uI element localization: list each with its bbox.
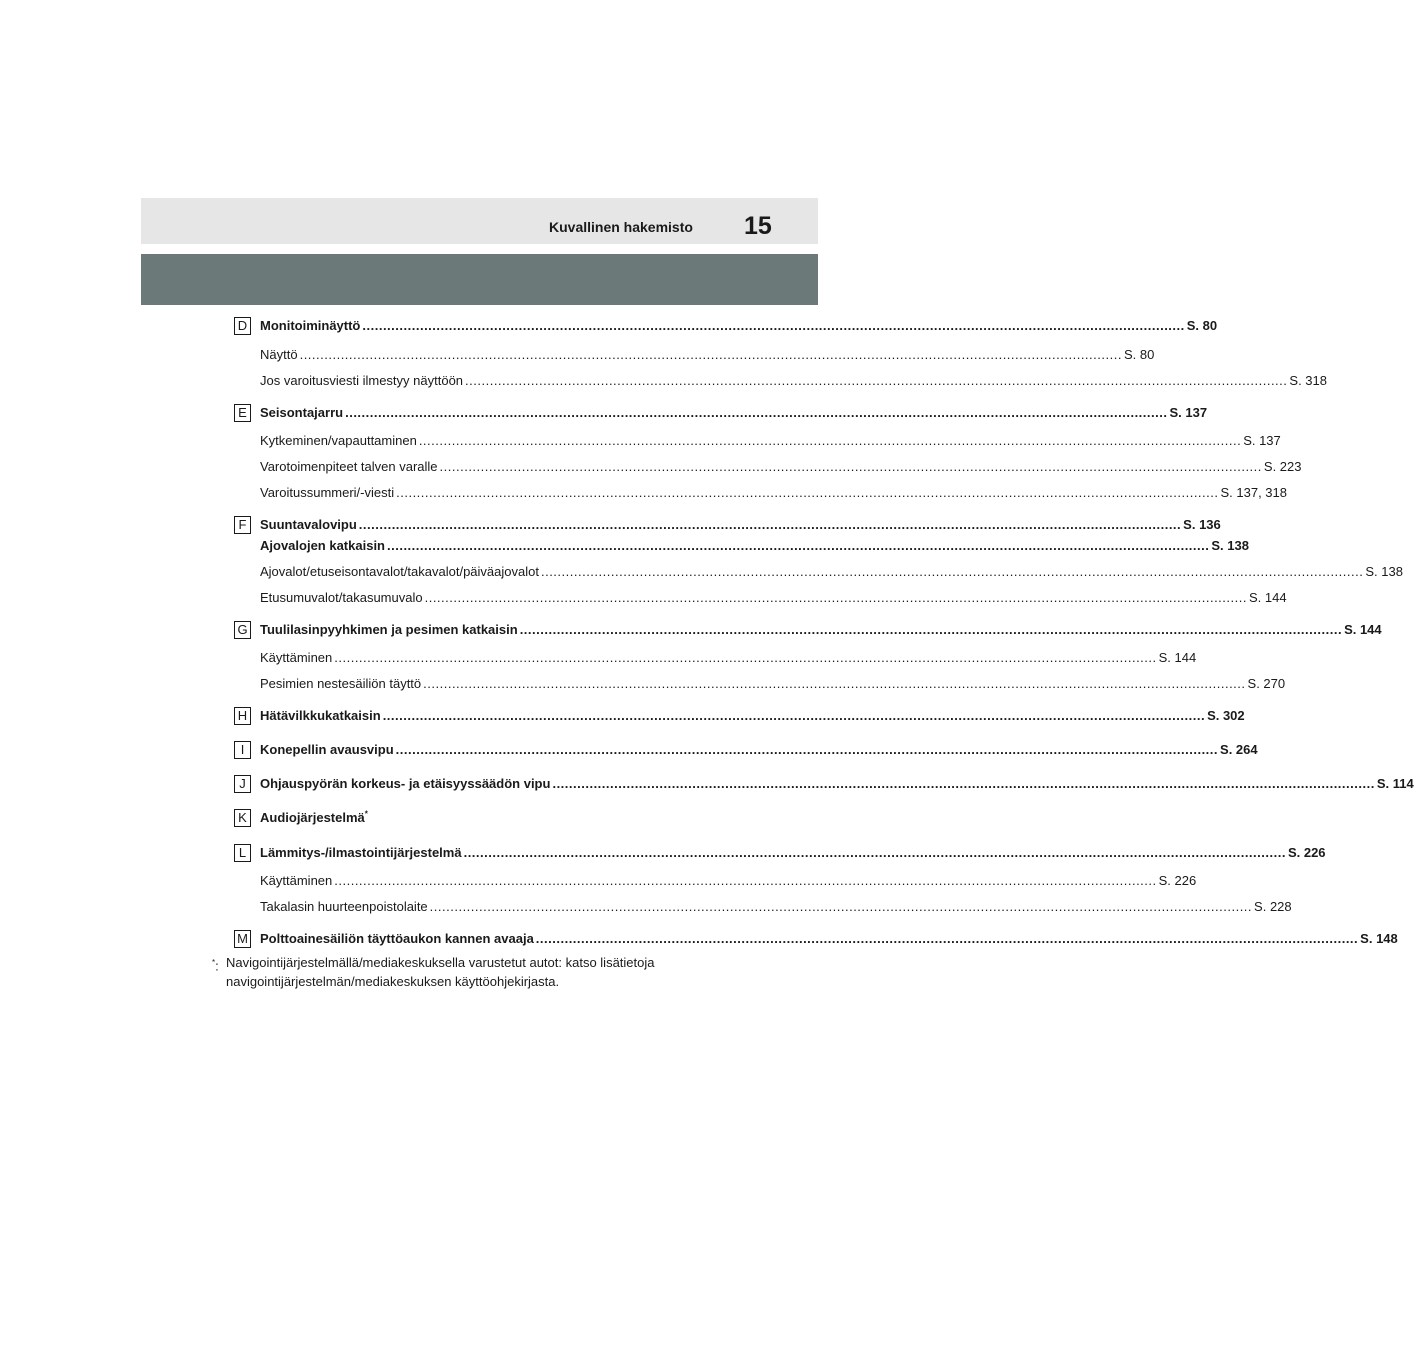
page-reference: S. 226 xyxy=(1158,873,1197,888)
section-letter-j: J xyxy=(234,775,251,793)
dot-leader: ........................................................................................................................................................................................................ xyxy=(465,373,1288,388)
footnote-ref: * xyxy=(364,809,368,819)
section-letter-h: H xyxy=(234,707,251,725)
dot-leader: ........................................................................................................................................................................................................ xyxy=(334,650,1157,665)
dot-leader: ........................................................................................................................................................................................................ xyxy=(299,347,1122,362)
page-reference: S. 137, 318 xyxy=(1220,485,1287,500)
dot-leader: ........................................................................................................................................................................................................ xyxy=(535,931,1359,946)
entry-label: Suuntavalovipu xyxy=(260,517,357,532)
section-letter-m: M xyxy=(234,930,251,948)
section-letter-d: D xyxy=(234,317,251,335)
page-reference: S. 137 xyxy=(1169,405,1208,420)
index-entry[interactable] xyxy=(260,707,1245,725)
page-number: 15 xyxy=(744,212,772,240)
page-reference: S. 138 xyxy=(1365,564,1403,579)
header-band xyxy=(141,198,818,244)
entry-label: Jos varoitusviesti ilmestyy näyttöön xyxy=(260,373,464,388)
page-reference: S. 223 xyxy=(1263,459,1302,474)
dot-leader: ........................................................................................................................................................................................................ xyxy=(387,538,1210,553)
entry-label: Ohjauspyörän korkeus- ja etäisyyssäädön vipu xyxy=(260,776,551,791)
index-entry[interactable] xyxy=(260,537,1249,555)
dot-leader: ........................................................................................................................................................................................................ xyxy=(540,564,1364,579)
dot-leader: ........................................................................................................................................................................................................ xyxy=(362,318,1185,333)
dot-leader: ........................................................................................................................................................................................................ xyxy=(463,845,1286,860)
entry-label: Käyttäminen xyxy=(260,650,333,665)
entry-label: Varotoimenpiteet talven varalle xyxy=(260,459,438,474)
header-title: Kuvallinen hakemisto xyxy=(549,219,693,235)
section-letter-k: K xyxy=(234,809,251,827)
page-reference: S. 270 xyxy=(1247,676,1286,691)
index-entry[interactable] xyxy=(260,317,1218,335)
footnote-mark: *: xyxy=(212,958,219,974)
section-letter-g: G xyxy=(234,621,251,639)
index-entry[interactable] xyxy=(260,432,1281,450)
footnote-text: Navigointijärjestelmällä/mediakeskuksella varustetut autot: katso lisätietoja navigointijärjestelmän/mediakeskuksen käyttöohjekirjasta. xyxy=(226,955,655,989)
section-letter-i: I xyxy=(234,741,251,759)
section-band xyxy=(141,254,818,305)
page-reference: S. 114 xyxy=(1376,776,1414,791)
dot-leader: ........................................................................................................................................................................................................ xyxy=(418,433,1242,448)
page-reference: S. 302 xyxy=(1207,708,1245,723)
entry-label: Kytkeminen/vapauttaminen xyxy=(260,433,417,448)
section-letter-e: E xyxy=(234,404,251,422)
page-reference: S. 226 xyxy=(1287,845,1326,860)
dot-leader: ........................................................................................................................................................................................................ xyxy=(396,485,1219,500)
entry-label: Etusumuvalot/takasumuvalo xyxy=(260,590,423,605)
index-entry[interactable] xyxy=(260,484,1287,502)
entry-label: Käyttäminen xyxy=(260,873,333,888)
entry-label: Ajovalot/etuseisontavalot/takavalot/päiväajovalot xyxy=(260,564,539,579)
index-entry[interactable] xyxy=(260,621,1382,639)
page-reference: S. 137 xyxy=(1243,433,1281,448)
entry-label: Pesimien nestesäiliön täyttö xyxy=(260,676,422,691)
dot-leader: ........................................................................................................................................................................................................ xyxy=(424,590,1247,605)
dot-leader: ........................................................................................................................................................................................................ xyxy=(423,676,1246,691)
index-entry[interactable] xyxy=(260,563,1403,581)
section-letter-l: L xyxy=(234,844,251,862)
dot-leader: ........................................................................................................................................................................................................ xyxy=(429,899,1253,914)
page-reference: S. 264 xyxy=(1220,742,1258,757)
page-reference: S. 144 xyxy=(1344,622,1382,637)
dot-leader: ........................................................................................................................................................................................................ xyxy=(395,742,1219,757)
index-entry[interactable] xyxy=(260,372,1327,390)
entry-label: Takalasin huurteenpoistolaite xyxy=(260,899,428,914)
index-entry[interactable] xyxy=(260,675,1286,693)
dot-leader: ........................................................................................................................................................................................................ xyxy=(358,517,1182,532)
index-entry[interactable] xyxy=(260,930,1398,948)
index-entry[interactable] xyxy=(260,809,722,827)
dot-leader: ........................................................................................................................................................................................................ xyxy=(519,622,1343,637)
page-reference: S. 136 xyxy=(1183,517,1221,532)
index-entry[interactable] xyxy=(260,458,1302,476)
entry-label: Varoitussummeri/-viesti xyxy=(260,485,395,500)
entry-label: Seisontajarru xyxy=(260,405,344,420)
index-entry[interactable] xyxy=(260,346,1155,364)
entry-label: Lämmitys-/ilmastointijärjestelmä xyxy=(260,845,462,860)
entry-label: Konepellin avausvipu xyxy=(260,742,394,757)
index-entry[interactable] xyxy=(260,404,1208,422)
dot-leader: ........................................................................................................................................................................................................ xyxy=(382,708,1206,723)
dot-leader: ........................................................................................................................................................................................................ xyxy=(345,405,1168,420)
index-entry[interactable] xyxy=(260,844,1326,862)
index-entry[interactable] xyxy=(260,775,1414,793)
page-reference: S. 318 xyxy=(1289,373,1327,388)
page-reference: S. 228 xyxy=(1254,899,1292,914)
page-reference: S. 80 xyxy=(1123,347,1155,362)
entry-label: Tuulilasinpyyhkimen ja pesimen katkaisin xyxy=(260,622,518,637)
dot-leader: ........................................................................................................................................................................................................ xyxy=(439,459,1262,474)
page-reference: S. 138 xyxy=(1211,538,1249,553)
index-entry[interactable] xyxy=(260,872,1197,890)
index-entry[interactable] xyxy=(260,589,1287,607)
index-entry[interactable] xyxy=(260,516,1221,534)
dot-leader: ........................................................................................................................................................................................................ xyxy=(334,873,1157,888)
page-reference: S. 144 xyxy=(1248,590,1287,605)
page-reference: S. 148 xyxy=(1360,931,1398,946)
index-entry[interactable] xyxy=(260,898,1292,916)
index-entry[interactable] xyxy=(260,649,1197,667)
entry-label: Audiojärjestelmä* xyxy=(260,809,368,825)
page-reference: S. 80 xyxy=(1186,318,1218,333)
dot-leader: ........................................................................................................................................................................................................ xyxy=(552,776,1375,791)
entry-label: Monitoiminäyttö xyxy=(260,318,361,333)
footnote xyxy=(212,953,732,991)
entry-label: Polttoainesäiliön täyttöaukon kannen avaaja xyxy=(260,931,534,946)
index-entry[interactable] xyxy=(260,741,1258,759)
page-reference: S. 144 xyxy=(1158,650,1197,665)
entry-label: Hätävilkkukatkaisin xyxy=(260,708,381,723)
section-letter-f: F xyxy=(234,516,251,534)
entry-label: Ajovalojen katkaisin xyxy=(260,538,385,553)
entry-label: Näyttö xyxy=(260,347,298,362)
